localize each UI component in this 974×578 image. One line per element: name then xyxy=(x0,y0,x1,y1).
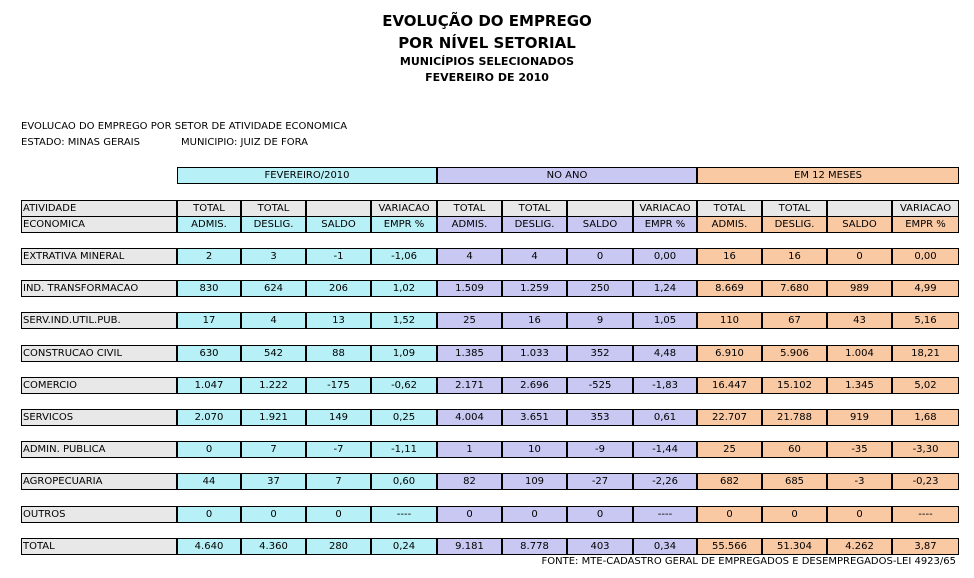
cell-variation-year: 1,05 xyxy=(633,312,697,329)
cell-balance-month: 88 xyxy=(306,345,371,362)
cell-admissions-12-months: 22.707 xyxy=(697,409,762,426)
cell-variation-month: -1,11 xyxy=(371,441,437,458)
cell-dismissals-12-months: 21.788 xyxy=(762,409,827,426)
cell-variation-12-months: ---- xyxy=(892,506,959,523)
column-header-variation-month-line1: VARIACAO xyxy=(371,200,437,217)
column-header-variation-12-months-line2: EMPR % xyxy=(892,216,959,233)
cell-admissions-12-months: 16 xyxy=(697,248,762,265)
report-title-line3: MUNICÍPIOS SELECIONADOS xyxy=(399,55,575,68)
cell-admissions-year: 1.509 xyxy=(437,280,502,297)
cell-variation-12-months: 18,21 xyxy=(892,345,959,362)
cell-variation-12-months: 5,16 xyxy=(892,312,959,329)
cell-dismissals-12-months: 5.906 xyxy=(762,345,827,362)
cell-dismissals-month: 1.921 xyxy=(241,409,306,426)
column-header-variation-month-line2: EMPR % xyxy=(371,216,437,233)
cell-dismissals-12-months: 16 xyxy=(762,248,827,265)
activity-label: SERV.IND.UTIL.PUB. xyxy=(21,312,177,329)
cell-dismissals-month: 7 xyxy=(241,441,306,458)
cell-admissions-month: 2 xyxy=(177,248,241,265)
cell-balance-year: 0 xyxy=(567,506,633,523)
cell-variation-year: 0,34 xyxy=(633,538,697,555)
activity-label: CONSTRUCAO CIVIL xyxy=(21,345,177,362)
cell-admissions-12-months: 6.910 xyxy=(697,345,762,362)
column-header-dismissals-month-line2: DESLIG. xyxy=(241,216,306,233)
cell-balance-month: -175 xyxy=(306,377,371,394)
column-header-admissions-month-line1: TOTAL xyxy=(177,200,241,217)
cell-admissions-12-months: 682 xyxy=(697,473,762,490)
column-header-admissions-year-line1: TOTAL xyxy=(437,200,502,217)
activity-label: AGROPECUARIA xyxy=(21,473,177,490)
cell-balance-12-months: 0 xyxy=(827,506,892,523)
cell-balance-month: 13 xyxy=(306,312,371,329)
cell-admissions-12-months: 110 xyxy=(697,312,762,329)
estado-label: ESTADO: MINAS GERAIS xyxy=(21,137,140,148)
cell-variation-month: 1,52 xyxy=(371,312,437,329)
column-header-dismissals-year-line2: DESLIG. xyxy=(502,216,567,233)
cell-admissions-month: 0 xyxy=(177,506,241,523)
cell-variation-12-months: 0,00 xyxy=(892,248,959,265)
cell-dismissals-12-months: 7.680 xyxy=(762,280,827,297)
source-footnote: FONTE: MTE-CADASTRO GERAL DE EMPREGADOS E DESEMPREGADOS-LEI 4923/65 xyxy=(541,556,956,567)
cell-balance-year: 250 xyxy=(567,280,633,297)
cell-balance-month: -7 xyxy=(306,441,371,458)
cell-variation-month: 0,60 xyxy=(371,473,437,490)
cell-balance-year: -525 xyxy=(567,377,633,394)
cell-admissions-month: 4.640 xyxy=(177,538,241,555)
cell-balance-12-months: -3 xyxy=(827,473,892,490)
cell-variation-year: -2,26 xyxy=(633,473,697,490)
cell-admissions-month: 830 xyxy=(177,280,241,297)
report-title-line4: FEVEREIRO DE 2010 xyxy=(425,71,549,84)
cell-balance-12-months: 1.004 xyxy=(827,345,892,362)
cell-admissions-12-months: 16.447 xyxy=(697,377,762,394)
cell-dismissals-year: 0 xyxy=(502,506,567,523)
cell-variation-year: -1,44 xyxy=(633,441,697,458)
cell-dismissals-month: 542 xyxy=(241,345,306,362)
cell-balance-month: -1 xyxy=(306,248,371,265)
cell-variation-month: -1,06 xyxy=(371,248,437,265)
cell-dismissals-year: 10 xyxy=(502,441,567,458)
cell-dismissals-year: 16 xyxy=(502,312,567,329)
cell-admissions-year: 0 xyxy=(437,506,502,523)
cell-admissions-year: 9.181 xyxy=(437,538,502,555)
column-header-dismissals-12-months-line1: TOTAL xyxy=(762,200,827,217)
cell-balance-year: 352 xyxy=(567,345,633,362)
cell-dismissals-year: 8.778 xyxy=(502,538,567,555)
cell-balance-12-months: 989 xyxy=(827,280,892,297)
cell-dismissals-month: 4 xyxy=(241,312,306,329)
column-header-variation-12-months-line1: VARIACAO xyxy=(892,200,959,217)
cell-balance-month: 149 xyxy=(306,409,371,426)
group-header-year: NO ANO xyxy=(437,167,697,184)
cell-balance-year: 403 xyxy=(567,538,633,555)
cell-dismissals-year: 1.033 xyxy=(502,345,567,362)
activity-label: TOTAL xyxy=(21,538,177,555)
cell-admissions-year: 82 xyxy=(437,473,502,490)
cell-admissions-month: 1.047 xyxy=(177,377,241,394)
municipio-label: MUNICIPIO: JUIZ DE FORA xyxy=(181,137,308,148)
cell-balance-month: 206 xyxy=(306,280,371,297)
column-header-variation-year-line1: VARIACAO xyxy=(633,200,697,217)
column-header-variation-year-line2: EMPR % xyxy=(633,216,697,233)
cell-admissions-year: 4 xyxy=(437,248,502,265)
cell-admissions-month: 630 xyxy=(177,345,241,362)
cell-balance-month: 7 xyxy=(306,473,371,490)
activity-label: IND. TRANSFORMACAO xyxy=(21,280,177,297)
cell-variation-month: ---- xyxy=(371,506,437,523)
activity-header-line2: ECONOMICA xyxy=(21,216,177,233)
cell-variation-year: 0,61 xyxy=(633,409,697,426)
cell-dismissals-12-months: 685 xyxy=(762,473,827,490)
cell-variation-month: 0,25 xyxy=(371,409,437,426)
cell-variation-month: 1,02 xyxy=(371,280,437,297)
cell-dismissals-month: 624 xyxy=(241,280,306,297)
cell-variation-year: 1,24 xyxy=(633,280,697,297)
cell-dismissals-year: 4 xyxy=(502,248,567,265)
cell-variation-month: -0,62 xyxy=(371,377,437,394)
cell-balance-month: 280 xyxy=(306,538,371,555)
cell-variation-year: ---- xyxy=(633,506,697,523)
cell-admissions-12-months: 0 xyxy=(697,506,762,523)
activity-header-line1: ATIVIDADE xyxy=(21,200,177,217)
cell-admissions-12-months: 55.566 xyxy=(697,538,762,555)
group-header-12-months: EM 12 MESES xyxy=(697,167,959,184)
cell-admissions-year: 1 xyxy=(437,441,502,458)
activity-label: SERVICOS xyxy=(21,409,177,426)
cell-balance-year: 0 xyxy=(567,248,633,265)
cell-admissions-month: 44 xyxy=(177,473,241,490)
report-title-line1: EVOLUÇÃO DO EMPREGO xyxy=(382,12,592,30)
cell-dismissals-12-months: 0 xyxy=(762,506,827,523)
column-header-balance-year-line1 xyxy=(567,200,633,217)
column-header-dismissals-month-line1: TOTAL xyxy=(241,200,306,217)
column-header-admissions-year-line2: ADMIS. xyxy=(437,216,502,233)
cell-admissions-year: 25 xyxy=(437,312,502,329)
cell-variation-year: 4,48 xyxy=(633,345,697,362)
cell-balance-year: 353 xyxy=(567,409,633,426)
activity-label: EXTRATIVA MINERAL xyxy=(21,248,177,265)
report-title-line2: POR NÍVEL SETORIAL xyxy=(398,34,576,52)
cell-balance-12-months: -35 xyxy=(827,441,892,458)
cell-balance-12-months: 919 xyxy=(827,409,892,426)
cell-balance-12-months: 1.345 xyxy=(827,377,892,394)
group-header-month: FEVEREIRO/2010 xyxy=(177,167,437,184)
cell-admissions-12-months: 25 xyxy=(697,441,762,458)
cell-dismissals-12-months: 60 xyxy=(762,441,827,458)
cell-dismissals-12-months: 15.102 xyxy=(762,377,827,394)
cell-variation-12-months: 3,87 xyxy=(892,538,959,555)
column-header-admissions-12-months-line1: TOTAL xyxy=(697,200,762,217)
column-header-dismissals-12-months-line2: DESLIG. xyxy=(762,216,827,233)
cell-admissions-month: 2.070 xyxy=(177,409,241,426)
cell-variation-12-months: 4,99 xyxy=(892,280,959,297)
cell-balance-month: 0 xyxy=(306,506,371,523)
activity-label: COMERCIO xyxy=(21,377,177,394)
column-header-balance-12-months-line2: SALDO xyxy=(827,216,892,233)
cell-dismissals-12-months: 51.304 xyxy=(762,538,827,555)
cell-admissions-12-months: 8.669 xyxy=(697,280,762,297)
cell-admissions-month: 0 xyxy=(177,441,241,458)
column-header-admissions-12-months-line2: ADMIS. xyxy=(697,216,762,233)
cell-variation-year: -1,83 xyxy=(633,377,697,394)
cell-dismissals-year: 3.651 xyxy=(502,409,567,426)
cell-balance-year: -27 xyxy=(567,473,633,490)
cell-admissions-year: 4.004 xyxy=(437,409,502,426)
cell-admissions-month: 17 xyxy=(177,312,241,329)
cell-dismissals-year: 2.696 xyxy=(502,377,567,394)
column-header-balance-month-line1 xyxy=(306,200,371,217)
cell-balance-year: 9 xyxy=(567,312,633,329)
column-header-balance-month-line2: SALDO xyxy=(306,216,371,233)
cell-dismissals-month: 3 xyxy=(241,248,306,265)
cell-variation-month: 1,09 xyxy=(371,345,437,362)
report-subtitle: EVOLUCAO DO EMPREGO POR SETOR DE ATIVIDADE ECONOMICA xyxy=(21,121,348,132)
cell-balance-year: -9 xyxy=(567,441,633,458)
cell-dismissals-month: 0 xyxy=(241,506,306,523)
cell-admissions-year: 2.171 xyxy=(437,377,502,394)
cell-dismissals-year: 1.259 xyxy=(502,280,567,297)
cell-dismissals-month: 37 xyxy=(241,473,306,490)
column-header-balance-12-months-line1 xyxy=(827,200,892,217)
cell-variation-12-months: -0,23 xyxy=(892,473,959,490)
activity-label: OUTROS xyxy=(21,506,177,523)
column-header-admissions-month-line2: ADMIS. xyxy=(177,216,241,233)
cell-dismissals-year: 109 xyxy=(502,473,567,490)
activity-label: ADMIN. PUBLICA xyxy=(21,441,177,458)
cell-dismissals-12-months: 67 xyxy=(762,312,827,329)
cell-balance-12-months: 0 xyxy=(827,248,892,265)
cell-dismissals-month: 1.222 xyxy=(241,377,306,394)
cell-variation-12-months: 1,68 xyxy=(892,409,959,426)
cell-balance-12-months: 4.262 xyxy=(827,538,892,555)
cell-variation-month: 0,24 xyxy=(371,538,437,555)
cell-variation-year: 0,00 xyxy=(633,248,697,265)
cell-admissions-year: 1.385 xyxy=(437,345,502,362)
column-header-balance-year-line2: SALDO xyxy=(567,216,633,233)
cell-variation-12-months: 5,02 xyxy=(892,377,959,394)
cell-balance-12-months: 43 xyxy=(827,312,892,329)
cell-variation-12-months: -3,30 xyxy=(892,441,959,458)
cell-dismissals-month: 4.360 xyxy=(241,538,306,555)
column-header-dismissals-year-line1: TOTAL xyxy=(502,200,567,217)
